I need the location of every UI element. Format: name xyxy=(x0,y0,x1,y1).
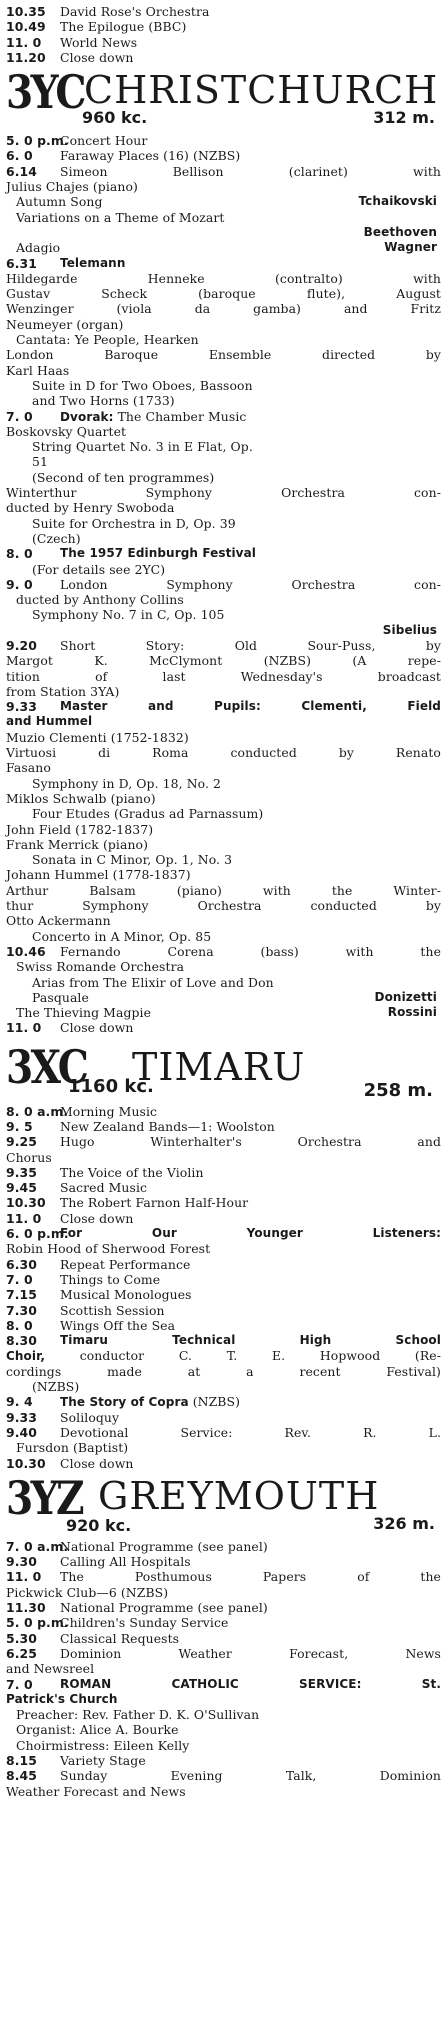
listing-line xyxy=(6,1394,441,1409)
listing-line xyxy=(6,1784,441,1799)
listing-time: 10.30 xyxy=(6,1195,46,1211)
listing-line xyxy=(6,271,441,286)
listing-text: Swiss Romande Orchestra xyxy=(16,959,185,975)
listing-line xyxy=(6,607,441,622)
listing-text: tition of last Wednesday's broadcast xyxy=(6,668,441,684)
listing-text: The 1957 Edinburgh Festival xyxy=(60,546,257,561)
listing-text: Variety Stage xyxy=(60,1752,146,1768)
station-city: GREYMOUTH xyxy=(98,1473,380,1518)
station-wavelength: 312 m. xyxy=(373,108,435,128)
top-entries xyxy=(6,4,441,65)
listing-line xyxy=(6,363,441,378)
listing-line xyxy=(6,1539,441,1554)
listing-line xyxy=(6,1379,441,1394)
station-header xyxy=(6,1470,441,1539)
listing-text: Choirmistress: Eileen Kelly xyxy=(16,1737,190,1753)
listing-line xyxy=(6,653,441,668)
listing-text: Muzio Clementi (1752-1832) xyxy=(6,729,189,745)
listing-text: ROMAN CATHOLIC SERVICE: St. xyxy=(60,1676,441,1691)
listing-line xyxy=(6,592,441,607)
listing-time: 6.30 xyxy=(6,1256,37,1272)
listing-text: Morning Music xyxy=(60,1103,158,1119)
listing-time: 9.35 xyxy=(6,1164,37,1180)
listing-time: 8.15 xyxy=(6,1752,37,1768)
listing-time: 9.20 xyxy=(6,637,37,653)
listing-text: Repeat Performance xyxy=(60,1256,191,1272)
listing-text: (For details see 2YC) xyxy=(32,561,166,577)
listing-line xyxy=(6,577,441,592)
listing-text: Suite in D for Two Oboes, Bassoon xyxy=(32,377,253,393)
listing-text: and Newsreel xyxy=(6,1661,95,1677)
station-section xyxy=(6,67,441,1036)
listing-text: Karl Haas xyxy=(6,362,70,378)
listing-time: 10.46 xyxy=(6,943,46,959)
listing-text: and Two Horns (1733) xyxy=(32,393,175,409)
listing-line xyxy=(6,776,441,791)
listing-line xyxy=(6,1333,441,1348)
listing-text: Children's Sunday Service xyxy=(60,1615,229,1631)
listing-time: 8. 0 xyxy=(6,546,33,562)
listing-time: 7. 0 xyxy=(6,1676,33,1692)
composer-name: Wagner xyxy=(384,240,437,255)
station-wavelength: 258 m. xyxy=(363,1079,433,1101)
listing-text: National Programme (see panel) xyxy=(60,1600,268,1616)
listing-time: 11.20 xyxy=(6,49,46,65)
listing-text: (Czech) xyxy=(32,530,81,546)
listing-text: Otto Ackermann xyxy=(6,913,111,929)
listing-text: Calling All Hospitals xyxy=(60,1554,191,1570)
listing-line xyxy=(6,500,441,515)
station-call-sign: 3YC xyxy=(6,65,84,120)
listing-time: 9.33 xyxy=(6,699,37,715)
listing-line xyxy=(6,179,441,194)
listing-text: Patrick's Church xyxy=(6,1691,118,1706)
listing-line xyxy=(6,347,441,362)
listing-line xyxy=(6,913,441,928)
listing-text: cordings made at a recent Festival) xyxy=(6,1363,441,1379)
listing-text: and Hummel xyxy=(6,714,93,729)
station-wavelength: 326 m. xyxy=(373,1513,435,1533)
listing-text: Arias from The Elixir of Love and Don xyxy=(32,974,274,990)
listing-text: Neumeyer (organ) xyxy=(6,316,124,332)
listing-time: 10.35 xyxy=(6,4,46,19)
listing-text: Wings Off the Sea xyxy=(60,1317,176,1333)
listing-text: Classical Requests xyxy=(60,1630,180,1646)
listing-line xyxy=(6,531,441,546)
listing-line xyxy=(6,19,441,34)
listing-line xyxy=(6,286,441,301)
listing-line xyxy=(6,562,441,577)
listing-text: Gustav Scheck (baroque flute), August xyxy=(6,286,441,302)
listing-line xyxy=(6,1226,441,1241)
listing-line xyxy=(6,133,441,148)
listing-line xyxy=(6,623,441,638)
listing-text: Short Story: Old Sour-Puss, by xyxy=(60,637,441,653)
listing-text: Close down xyxy=(60,1020,134,1036)
listing-text: Soliloquy xyxy=(60,1409,120,1425)
listing-line xyxy=(6,898,441,913)
listing-text: Preacher: Rev. Father D. K. O'Sullivan xyxy=(16,1707,260,1723)
listing-time: 5. 0 p.m. xyxy=(6,133,69,149)
listing-time: 8. 0 a.m. xyxy=(6,1103,69,1119)
listing-line xyxy=(6,194,441,209)
listing-line xyxy=(6,638,441,653)
listing-text: Choir, conductor C. T. E. Hopwood (Re- xyxy=(6,1348,441,1364)
station-call-sign: 3XC xyxy=(6,1039,87,1094)
listing-text: from Station 3YA) xyxy=(6,683,120,699)
listing-text: Things to Come xyxy=(60,1271,161,1287)
listing-time: 6.25 xyxy=(6,1645,37,1661)
listing-line xyxy=(6,1677,441,1692)
listing-time: 6. 0 p.m. xyxy=(6,1226,69,1242)
listing-text: Master and Pupils: Clementi, Field xyxy=(60,699,441,714)
listing-text: Variations on a Theme of Mozart xyxy=(16,209,225,225)
listing-text: Robin Hood of Sherwood Forest xyxy=(6,1241,211,1257)
listing-line xyxy=(6,975,441,990)
listing-time: 11. 0 xyxy=(6,34,42,50)
listing-line xyxy=(6,516,441,531)
listing-text: London Baroque Ensemble directed by xyxy=(6,347,441,363)
station-section xyxy=(6,1038,441,1471)
listing-line xyxy=(6,546,441,561)
listing-line xyxy=(6,4,441,19)
station-frequency: 1160 kc. xyxy=(68,1075,154,1097)
listing-line xyxy=(6,944,441,959)
listing-text: Miklos Schwalb (piano) xyxy=(6,790,156,806)
listing-line xyxy=(6,1738,441,1753)
listing-time: 11.30 xyxy=(6,1600,46,1616)
listing-text: World News xyxy=(60,34,138,50)
listing-time: 9.45 xyxy=(6,1180,37,1196)
listing-text: (NZBS) xyxy=(32,1379,80,1395)
listing-text: Concerto in A Minor, Op. 85 xyxy=(32,928,212,944)
listing-line xyxy=(6,332,441,347)
listing-line xyxy=(6,470,441,485)
listing-line xyxy=(6,669,441,684)
listing-line xyxy=(6,1768,441,1783)
listing-line xyxy=(6,225,441,240)
listing-text: Dominion Weather Forecast, News xyxy=(60,1645,441,1661)
station-header xyxy=(6,1038,441,1104)
listing-text: Pickwick Club—6 (NZBS) xyxy=(6,1584,169,1600)
listing-text: Margot K. McClymont (NZBS) (A repe- xyxy=(6,653,441,669)
listing-line xyxy=(6,1180,441,1195)
listing-text: Close down xyxy=(60,49,134,65)
station-frequency: 960 kc. xyxy=(82,108,148,128)
listing-line xyxy=(6,210,441,225)
listing-time: 9.30 xyxy=(6,1554,37,1570)
listing-time: 5. 0 p.m. xyxy=(6,1615,69,1631)
listing-line xyxy=(6,1707,441,1722)
listing-text: Boskovsky Quartet xyxy=(6,423,127,439)
listing-line xyxy=(6,1303,441,1318)
listing-time: 7.30 xyxy=(6,1302,37,1318)
listing-line xyxy=(6,867,441,882)
listing-line xyxy=(6,164,441,179)
listing-text: The Thieving Magpie xyxy=(16,1005,152,1021)
listing-text: 51 xyxy=(32,454,48,470)
listing-text: London Symphony Orchestra con- xyxy=(60,576,441,592)
listing-line xyxy=(6,959,441,974)
listing-text: Winterthur Symphony Orchestra con- xyxy=(6,485,441,501)
listing-text: The Posthumous Papers of the xyxy=(60,1569,441,1585)
listing-line xyxy=(6,714,441,729)
station-header xyxy=(6,67,441,133)
listing-text: Chorus xyxy=(6,1149,52,1165)
listing-line xyxy=(6,1195,441,1210)
listing-text: Pasquale xyxy=(32,989,89,1005)
listing-line xyxy=(6,699,441,714)
station-city: CHRISTCHURCH xyxy=(84,68,439,113)
listing-line xyxy=(6,806,441,821)
listing-line xyxy=(6,1425,441,1440)
listing-text: Frank Merrick (piano) xyxy=(6,836,149,852)
listing-line xyxy=(6,883,441,898)
listing-text: For Our Younger Listeners: xyxy=(60,1226,441,1241)
listing-text: New Zealand Bands—1: Woolston xyxy=(60,1119,275,1134)
listing-line xyxy=(6,1211,441,1226)
listing-line xyxy=(6,1119,441,1134)
listing-line xyxy=(6,1440,441,1455)
listing-line xyxy=(6,454,441,469)
listing-line xyxy=(6,1661,441,1676)
listing-line xyxy=(6,1554,441,1569)
listing-time: 11. 0 xyxy=(6,1569,42,1585)
listing-line xyxy=(6,439,441,454)
listing-text: Hildegarde Henneke (contralto) with xyxy=(6,270,441,286)
listing-line xyxy=(6,1600,441,1615)
listing-text-bold: Dvorak: xyxy=(60,409,114,424)
listing-text-bold: Choir, xyxy=(6,1349,46,1364)
listing-time: 8. 0 xyxy=(6,1317,33,1333)
listing-line xyxy=(6,1318,441,1333)
stations xyxy=(6,67,441,1799)
listing-text: Close down xyxy=(60,1210,134,1226)
listing-time: 7. 0 a.m. xyxy=(6,1538,69,1554)
station-frequency: 920 kc. xyxy=(66,1515,132,1535)
listing-line xyxy=(6,929,441,944)
listing-time: 9. 4 xyxy=(6,1394,33,1410)
listing-time: 11. 0 xyxy=(6,1210,42,1226)
listing-line xyxy=(6,837,441,852)
listing-time: 7.15 xyxy=(6,1287,37,1303)
listing-time: 10.49 xyxy=(6,19,46,35)
listing-text: Organist: Alice A. Bourke xyxy=(16,1722,179,1738)
listing-text: The Voice of the Violin xyxy=(60,1164,204,1180)
listing-line xyxy=(6,1287,441,1302)
station-section xyxy=(6,1470,441,1799)
composer-name: Beethoven xyxy=(363,224,437,239)
listing-text: Faraway Places (16) (NZBS) xyxy=(60,148,241,164)
composer-name: Sibelius xyxy=(382,622,437,637)
listing-time: 8.30 xyxy=(6,1333,37,1349)
listing-time: 9. 5 xyxy=(6,1119,33,1134)
listing-text: Julius Chajes (piano) xyxy=(6,179,138,195)
listing-text: Timaru Technical High School xyxy=(60,1333,441,1348)
listing-text: The Robert Farnon Half-Hour xyxy=(60,1195,249,1211)
listing-line xyxy=(6,424,441,439)
listing-line xyxy=(6,50,441,65)
listing-time: 5.30 xyxy=(6,1630,37,1646)
listing-text: John Field (1782-1837) xyxy=(6,821,154,837)
composer-name: Tchaikovski xyxy=(358,194,437,209)
listing-text: Close down xyxy=(60,1455,134,1471)
listing-line xyxy=(6,1348,441,1363)
listing-text: Symphony No. 7 in C, Op. 105 xyxy=(32,607,225,623)
listing-text: thur Symphony Orchestra conducted by xyxy=(6,898,441,914)
listing-text: Fasano xyxy=(6,760,51,776)
listing-line xyxy=(6,317,441,332)
listing-line xyxy=(6,1241,441,1256)
listing-line xyxy=(6,256,441,271)
listing-line xyxy=(6,1134,441,1149)
listing-line xyxy=(6,730,441,745)
listing-time: 7. 0 xyxy=(6,408,33,424)
listing-text: Arthur Balsam (piano) with the Winter- xyxy=(6,882,441,898)
station-call-sign: 3YZ xyxy=(6,1470,83,1525)
listing-text: Concert Hour xyxy=(60,133,148,149)
listing-text: Fursdon (Baptist) xyxy=(16,1440,129,1456)
listing-time: 6.31 xyxy=(6,255,37,271)
composer-name: Donizetti xyxy=(374,989,437,1004)
listing-line xyxy=(6,1585,441,1600)
listing-line xyxy=(6,1104,441,1119)
listing-line xyxy=(6,1150,441,1165)
listing-line xyxy=(6,822,441,837)
listing-line xyxy=(6,1456,441,1471)
listing-time: 6.14 xyxy=(6,163,37,179)
listing-line xyxy=(6,1364,441,1379)
listing-text: Weather Forecast and News xyxy=(6,1783,186,1799)
listing-time: 10.30 xyxy=(6,1455,46,1471)
listing-text: Telemann xyxy=(60,255,126,270)
listing-line xyxy=(6,791,441,806)
listing-text: String Quartet No. 3 in E Flat, Op. xyxy=(32,439,253,455)
listing-time: 8.45 xyxy=(6,1768,37,1784)
listing-text: National Programme (see panel) xyxy=(60,1538,268,1554)
listing-text: Symphony in D, Op. 18, No. 2 xyxy=(32,775,222,791)
listing-line xyxy=(6,745,441,760)
listing-text: Scottish Session xyxy=(60,1302,165,1318)
listing-line xyxy=(6,485,441,500)
listing-text: Autumn Song xyxy=(16,194,103,210)
listing-line xyxy=(6,990,441,1005)
listing-text: Fernando Corena (bass) with the xyxy=(60,943,441,959)
listing-text: Devotional Service: Rev. R. L. xyxy=(60,1424,441,1440)
listing-text: Johann Hummel (1778-1837) xyxy=(6,867,191,883)
listing-line xyxy=(6,684,441,699)
listing-line xyxy=(6,35,441,50)
listing-text: Adagio xyxy=(16,240,61,256)
listing-time: 9.25 xyxy=(6,1134,37,1150)
listing-time: 9. 0 xyxy=(6,576,33,592)
listing-text: Simeon Bellison (clarinet) with xyxy=(60,163,441,179)
listing-line xyxy=(6,1257,441,1272)
listing-line xyxy=(6,1165,441,1180)
listing-time: 9.40 xyxy=(6,1424,37,1440)
listing-line xyxy=(6,1272,441,1287)
listing-line xyxy=(6,1631,441,1646)
listing-text: The Epilogue (BBC) xyxy=(60,19,187,35)
listing-line xyxy=(6,760,441,775)
listing-line xyxy=(6,301,441,316)
listing-text: Cantata: Ye People, Hearken xyxy=(16,332,199,348)
listing-text: ducted by Anthony Collins xyxy=(16,592,184,608)
listing-text: ducted by Henry Swoboda xyxy=(6,500,175,516)
listing-text: Virtuosi di Roma conducted by Renato xyxy=(6,745,441,761)
listing-line xyxy=(6,393,441,408)
listing-line xyxy=(6,852,441,867)
listing-line xyxy=(6,1753,441,1768)
listing-text: David Rose's Orchestra xyxy=(60,4,210,19)
listing-text: Four Etudes (Gradus ad Parnassum) xyxy=(32,806,264,822)
listing-text: Hugo Winterhalter's Orchestra and xyxy=(60,1134,441,1150)
listing-text: (Second of ten programmes) xyxy=(32,469,215,485)
listing-line xyxy=(6,409,441,424)
listing-line xyxy=(6,1410,441,1425)
listing-line xyxy=(6,148,441,163)
listing-text: The Story of Copra (NZBS) xyxy=(60,1394,241,1410)
listing-time: 7. 0 xyxy=(6,1271,33,1287)
composer-name: Rossini xyxy=(387,1005,437,1020)
listing-time: 6. 0 xyxy=(6,148,33,164)
listing-line xyxy=(6,1615,441,1630)
listing-text: Sunday Evening Talk, Dominion xyxy=(60,1768,441,1784)
listing-time: 11. 0 xyxy=(6,1020,42,1036)
listing-line xyxy=(6,1569,441,1584)
listing-text-bold: The Story of Copra xyxy=(60,1395,189,1410)
listing-text: Wenzinger (viola da gamba) and Fritz xyxy=(6,301,441,317)
listing-text: Musical Monologues xyxy=(60,1287,192,1303)
listing-text: Dvorak: The Chamber Music xyxy=(60,408,247,424)
listing-line xyxy=(6,1722,441,1737)
listing-line xyxy=(6,1692,441,1707)
listing-text: Suite for Orchestra in D, Op. 39 xyxy=(32,515,236,531)
listing-line xyxy=(6,378,441,393)
listing-text: Sonata in C Minor, Op. 1, No. 3 xyxy=(32,852,233,868)
listing-line xyxy=(6,1646,441,1661)
listing-line xyxy=(6,1005,441,1020)
listing-text: Sacred Music xyxy=(60,1180,148,1196)
listing-line xyxy=(6,240,441,255)
station-city: TIMARU xyxy=(132,1044,306,1089)
listing-time: 9.33 xyxy=(6,1409,37,1425)
listing-line xyxy=(6,1020,441,1035)
